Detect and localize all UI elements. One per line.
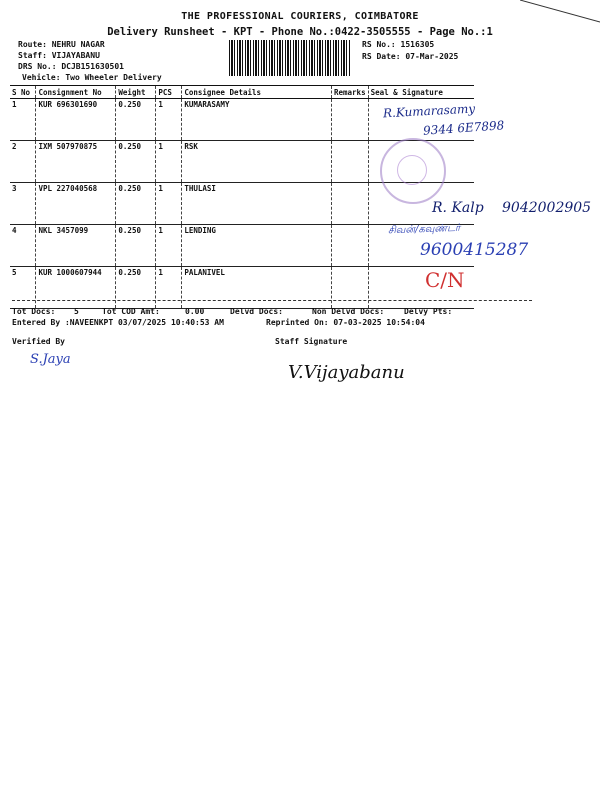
row-consignee: THULASI bbox=[182, 183, 332, 225]
tot-docs-value: 5 bbox=[74, 307, 79, 316]
row-consignee: KUMARASAMY bbox=[182, 99, 332, 141]
stamp-emblem-icon bbox=[397, 155, 427, 185]
route-label: Route: NEHRU NAGAR bbox=[18, 40, 105, 49]
row1-handwritten-phone: 9344 6E7898 bbox=[422, 118, 505, 138]
company-title: THE PROFESSIONAL COURIERS, COIMBATORE bbox=[181, 11, 419, 22]
row-weight: 0.250 bbox=[116, 225, 156, 267]
col-weight: Weight bbox=[116, 86, 156, 99]
row-consignment: NKL 3457099 bbox=[36, 225, 116, 267]
col-consignee: Consignee Details bbox=[182, 86, 332, 99]
tot-cod-label: Tot COD Amt: bbox=[102, 307, 160, 316]
col-seal-signature: Seal & Signature bbox=[368, 86, 474, 99]
row-pcs: 1 bbox=[156, 141, 182, 183]
rs-date: RS Date: 07-Mar-2025 bbox=[362, 52, 459, 61]
vehicle-label: Vehicle: Two Wheeler Delivery bbox=[22, 73, 162, 82]
reprinted-on: Reprinted On: 07-03-2025 10:54:04 bbox=[266, 318, 425, 327]
delvd-docs-label: Delvd Docs: bbox=[230, 307, 283, 316]
row-remarks bbox=[331, 183, 368, 225]
row1-handwritten-name: R.Kumarasamy bbox=[382, 101, 476, 121]
row-weight: 0.250 bbox=[116, 99, 156, 141]
row-sno: 5 bbox=[10, 267, 36, 309]
col-remarks: Remarks bbox=[331, 86, 368, 99]
row-pcs: 1 bbox=[156, 267, 182, 309]
col-pcs: PCS bbox=[156, 86, 182, 99]
row-weight: 0.250 bbox=[116, 183, 156, 225]
row-consignee: LENDING bbox=[182, 225, 332, 267]
non-delvd-docs-label: Non Delvd Docs: bbox=[312, 307, 385, 316]
col-consignment: Consignment No bbox=[36, 86, 116, 99]
row-consignment: KUR 696301690 bbox=[36, 99, 116, 141]
delvy-pts-label: Delvy Pts: bbox=[404, 307, 453, 316]
row-consignment: IXM 507970875 bbox=[36, 141, 116, 183]
row-sno: 4 bbox=[10, 225, 36, 267]
staff-signature-label: Staff Signature bbox=[275, 337, 348, 346]
row-remarks bbox=[331, 141, 368, 183]
staff-signature: V.Vijayabanu bbox=[288, 362, 405, 383]
tot-docs-label: Tot Docs: bbox=[12, 307, 56, 316]
row-remarks bbox=[331, 99, 368, 141]
barcode-icon bbox=[229, 40, 351, 76]
verified-by-label: Verified By bbox=[12, 337, 65, 346]
row-consignee: RSK bbox=[182, 141, 332, 183]
col-sno: S No bbox=[10, 86, 36, 99]
tot-cod-value: 0.00 bbox=[185, 307, 205, 316]
runsheet-title: Delivery Runsheet - KPT - Phone No.:0422-3505555 - Page No.:1 bbox=[107, 26, 493, 38]
verified-signature: S.Jaya bbox=[30, 352, 71, 367]
rs-number: RS No.: 1516305 bbox=[362, 40, 435, 49]
row-consignee: PALANIVEL bbox=[182, 267, 332, 309]
row-weight: 0.250 bbox=[116, 141, 156, 183]
row-sno: 2 bbox=[10, 141, 36, 183]
row-pcs: 1 bbox=[156, 183, 182, 225]
staff-label: Staff: VIJAYABANU bbox=[18, 51, 100, 60]
row-consignment: KUR 1000607944 bbox=[36, 267, 116, 309]
row-weight: 0.250 bbox=[116, 267, 156, 309]
table-row bbox=[10, 267, 474, 309]
row-remarks bbox=[331, 267, 368, 309]
entered-by: Entered By :NAVEENKPT 03/07/2025 10:40:53 AM bbox=[12, 318, 224, 327]
row-sno: 3 bbox=[10, 183, 36, 225]
drs-number: DRS No.: DCJB151630501 bbox=[18, 62, 124, 71]
row-sno: 1 bbox=[10, 99, 36, 141]
row5-handwritten-script: சிவன்/கவுண்டர் bbox=[387, 222, 461, 237]
row4-handwritten-name: R. Kalp bbox=[432, 200, 484, 216]
table-header-row bbox=[10, 86, 474, 99]
row-pcs: 1 bbox=[156, 99, 182, 141]
footer-divider bbox=[12, 300, 532, 301]
row5-handwritten-phone: 9600415287 bbox=[420, 240, 529, 260]
row-consignment: VPL 227040568 bbox=[36, 183, 116, 225]
row-pcs: 1 bbox=[156, 225, 182, 267]
row5-initials: C/N bbox=[425, 268, 465, 292]
row-remarks bbox=[331, 225, 368, 267]
row4-handwritten-phone: 9042002905 bbox=[502, 200, 592, 216]
